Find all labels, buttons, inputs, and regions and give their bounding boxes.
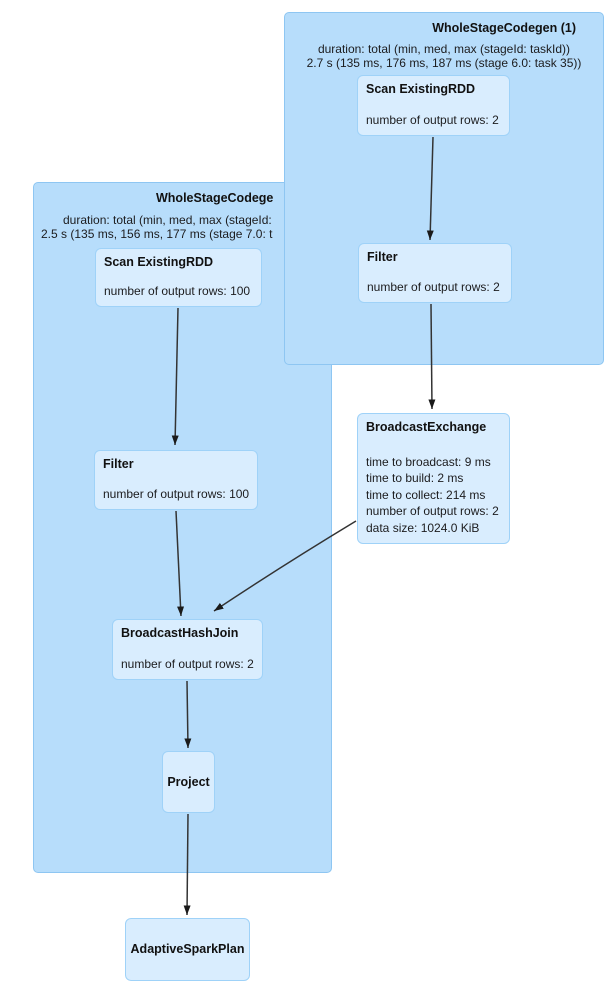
cluster-title: WholeStageCodegen (1) <box>432 21 576 35</box>
node-metric: time to collect: 214 ms <box>366 487 486 502</box>
cluster-title: WholeStageCodege <box>156 191 274 205</box>
node-title: Filter <box>103 457 134 471</box>
node-title: Project <box>167 774 210 789</box>
node-metric: number of output rows: 2 <box>366 504 499 518</box>
cluster-duration-header: duration: total (min, med, max (stageId: <box>63 213 272 227</box>
node-metric: number of output rows: 2 <box>121 656 254 671</box>
node-title: Scan ExistingRDD <box>104 255 214 269</box>
node-filter-right[interactable] <box>358 243 512 303</box>
cluster-duration-value: 2.5 s (135 ms, 156 ms, 177 ms (stage 7.0: t <box>41 227 273 241</box>
node-metric: number of output rows: 2 <box>366 112 499 127</box>
node-metric-list <box>366 454 501 537</box>
node-metric: time to build: 2 ms <box>366 471 464 485</box>
cluster-duration-value: 2.7 s (135 ms, 176 ms, 187 ms (stage 6.0: task 35)) <box>306 56 582 70</box>
node-metric: number of output rows: 100 <box>103 486 250 501</box>
node-title: Scan ExistingRDD <box>366 82 476 96</box>
node-metric: time to broadcast: 9 ms <box>366 454 491 469</box>
cluster-duration-header: duration: total (min, med, max (stageId: taskId)) <box>317 42 571 56</box>
node-metric: data size: 1024.0 KiB <box>366 520 480 535</box>
node-broadcastexchange[interactable] <box>357 413 510 544</box>
node-metric: number of output rows: 2 <box>367 279 500 294</box>
node-scan-existingrdd-right[interactable] <box>357 75 510 136</box>
node-scan-existingrdd-left[interactable] <box>95 248 262 307</box>
node-title: BroadcastExchange <box>366 420 487 434</box>
node-project[interactable] <box>162 751 215 813</box>
node-title: AdaptiveSparkPlan <box>130 942 245 956</box>
node-broadcasthashjoin[interactable] <box>112 619 263 680</box>
node-filter-left[interactable] <box>94 450 258 510</box>
node-adaptivesparkplan[interactable] <box>125 918 250 981</box>
cluster-wholestagecodegen-1 <box>284 12 604 365</box>
node-title: BroadcastHashJoin <box>121 626 239 640</box>
node-title: Filter <box>367 250 398 264</box>
node-metric: number of output rows: 100 <box>104 283 251 298</box>
